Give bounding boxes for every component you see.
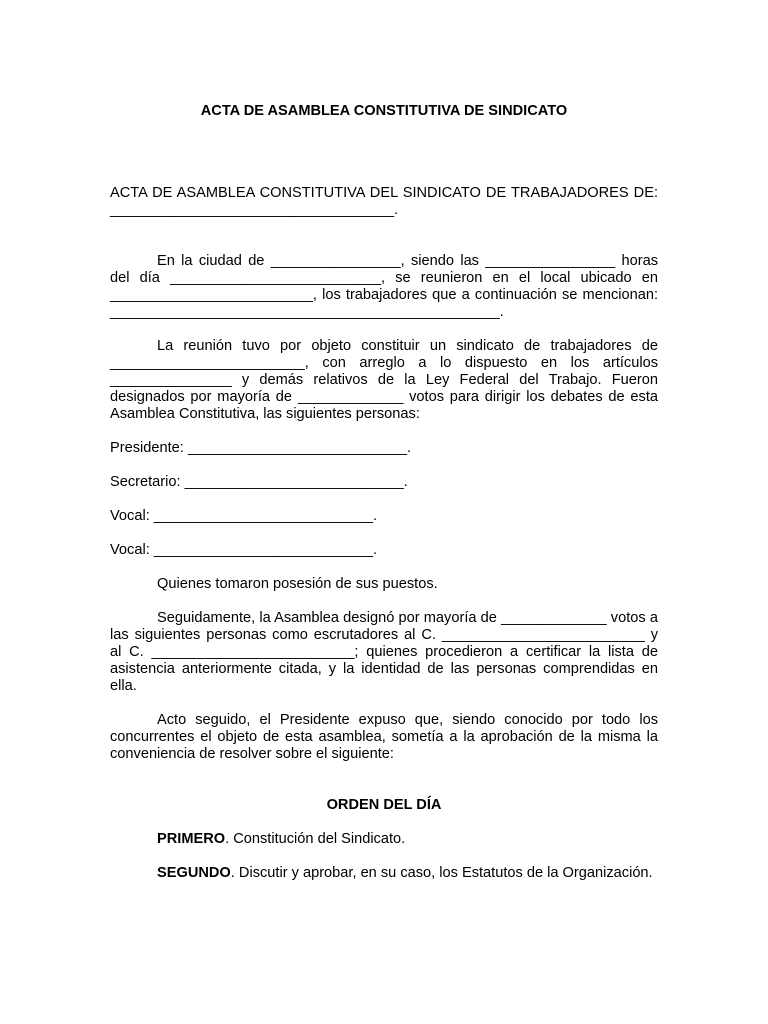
line-presidente: Presidente: ___________________________.: [110, 440, 412, 456]
line-vocal-1: Vocal: ___________________________.: [110, 508, 378, 524]
agenda-text-segundo: . Discutir y aprobar, en su caso, los Estatutos de la Organización.: [230, 865, 653, 881]
agenda-item-primero: [110, 831, 658, 848]
agenda-text-primero: . Constitución del Sindicato.: [225, 831, 406, 847]
paragraph-meeting-location: En la ciudad de ________________, siendo las ________________ horas del día __________________________, se reunieron en el local ubicado en _________________________, los trabajadores que a continuación se mencionan: ________________________________________________.: [110, 253, 658, 320]
agenda-label-primero: PRIMERO: [157, 831, 226, 847]
document-body: [110, 185, 658, 899]
line-vocal-2: Vocal: ___________________________.: [110, 542, 378, 558]
paragraph-possession: Quienes tomaron posesión de sus puestos.: [157, 576, 438, 592]
agenda-label-segundo: SEGUNDO: [157, 865, 231, 881]
document-title: ACTA DE ASAMBLEA CONSTITUTIVA DE SINDICATO: [200, 103, 568, 119]
agenda-item-segundo: [110, 865, 658, 882]
paragraph-scrutineers: Seguidamente, la Asamblea designó por mayoría de _____________ votos a las siguientes personas como escrutadores al C. _________________________ y al C. _________________________; quienes procedieron a certificar la lista de asistencia anteriormente citada, y la identidad de las personas comprendidas en ella.: [110, 610, 658, 694]
line-secretario: Secretario: ___________________________.: [110, 474, 408, 490]
paragraph-president-statement: Acto seguido, el Presidente expuso que, siendo conocido por todo los concurrentes el objeto de esta asamblea, sometía a la aprobación de la misma la conveniencia de resolver sobre el siguiente:: [110, 712, 658, 762]
paragraph-meeting-purpose: La reunión tuvo por objeto constituir un sindicato de trabajadores de ________________________, con arreglo a lo dispuesto en los artículos _______________ y demás relativos de la Ley Federal del Trabajo. Fueron designados por mayoría de _____________ votos para dirigir los debates de esta Asamblea Constitutiva, las siguientes personas:: [110, 338, 658, 422]
intro-paragraph: ACTA DE ASAMBLEA CONSTITUTIVA DEL SINDICATO DE TRABAJADORES DE: ___________________________________.: [110, 185, 658, 218]
orden-del-dia-heading: ORDEN DEL DÍA: [326, 797, 442, 813]
